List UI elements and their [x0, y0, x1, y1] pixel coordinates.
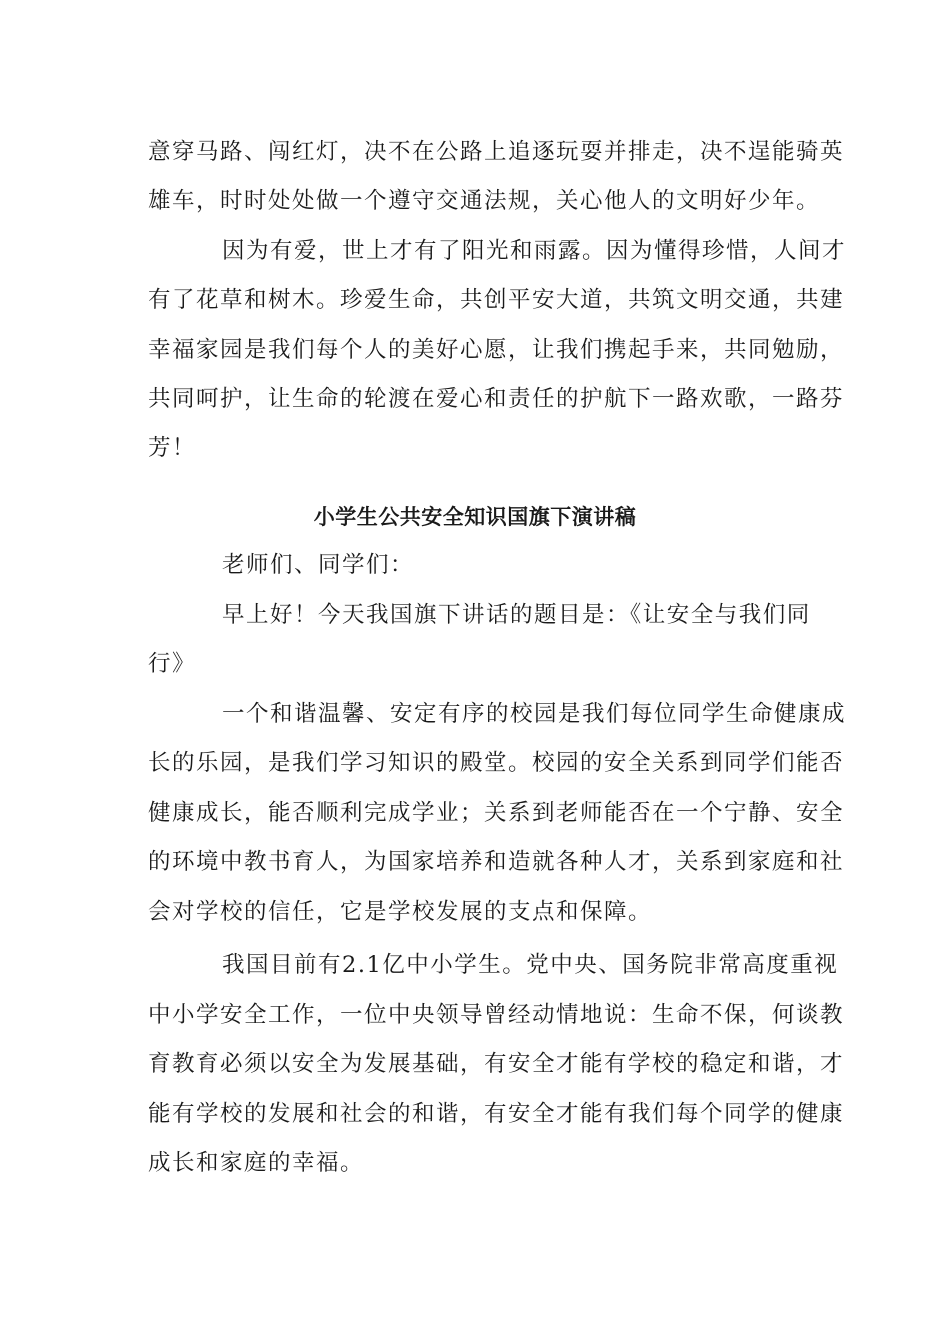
paragraph-line: 行》 — [148, 651, 197, 677]
paragraph-line: 健康成长，能否顺利完成学业；关系到老师能否在一个宁静、安全 — [148, 800, 845, 826]
paragraph-line: 的环境中教书育人，为国家培养和造就各种人才，关系到家庭和社 — [148, 849, 845, 875]
paragraph-line: 意穿马路、闯红灯，决不在公路上追逐玩耍并排走，决不逞能骑英 — [148, 139, 845, 165]
section-title: 小学生公共安全知识国旗下演讲稿 — [313, 505, 637, 529]
paragraph-line: 长的乐园，是我们学习知识的殿堂。校园的安全关系到同学们能否 — [148, 750, 845, 776]
paragraph-line: 能有学校的发展和社会的和谐，有安全才能有我们每个同学的健康 — [148, 1101, 845, 1127]
paragraph-line: 共同呵护，让生命的轮渡在爱心和责任的护航下一路欢歌，一路芬 — [148, 386, 845, 412]
paragraph-line: 成长和家庭的幸福。 — [148, 1150, 365, 1176]
paragraph-line: 幸福家园是我们每个人的美好心愿，让我们携起手来，共同勉励， — [148, 337, 845, 363]
paragraph-line: 一个和谐温馨、安定有序的校园是我们每位同学生命健康成 — [222, 701, 847, 727]
paragraph-line: 育教育必须以安全为发展基础，有安全才能有学校的稳定和谐，才 — [148, 1051, 845, 1077]
paragraph-line: 芳！ — [148, 435, 197, 461]
paragraph-line: 我国目前有2.1亿中小学生。党中央、国务院非常高度重视 — [222, 952, 839, 978]
greeting: 老师们、同学们： — [222, 552, 415, 578]
paragraph-line: 因为有爱，世上才有了阳光和雨露。因为懂得珍惜，人间才 — [222, 238, 847, 264]
paragraph-line: 中小学安全工作，一位中央领导曾经动情地说：生命不保，何谈教 — [148, 1002, 845, 1028]
paragraph-line: 早上好！今天我国旗下讲话的题目是：《让安全与我们同 — [222, 602, 811, 628]
paragraph-line: 会对学校的信任，它是学校发展的支点和保障。 — [148, 899, 653, 925]
paragraph-line: 雄车，时时处处做一个遵守交通法规，关心他人的文明好少年。 — [148, 188, 821, 214]
paragraph-line: 有了花草和树木。珍爱生命，共创平安大道，共筑文明交通，共建 — [148, 287, 845, 313]
